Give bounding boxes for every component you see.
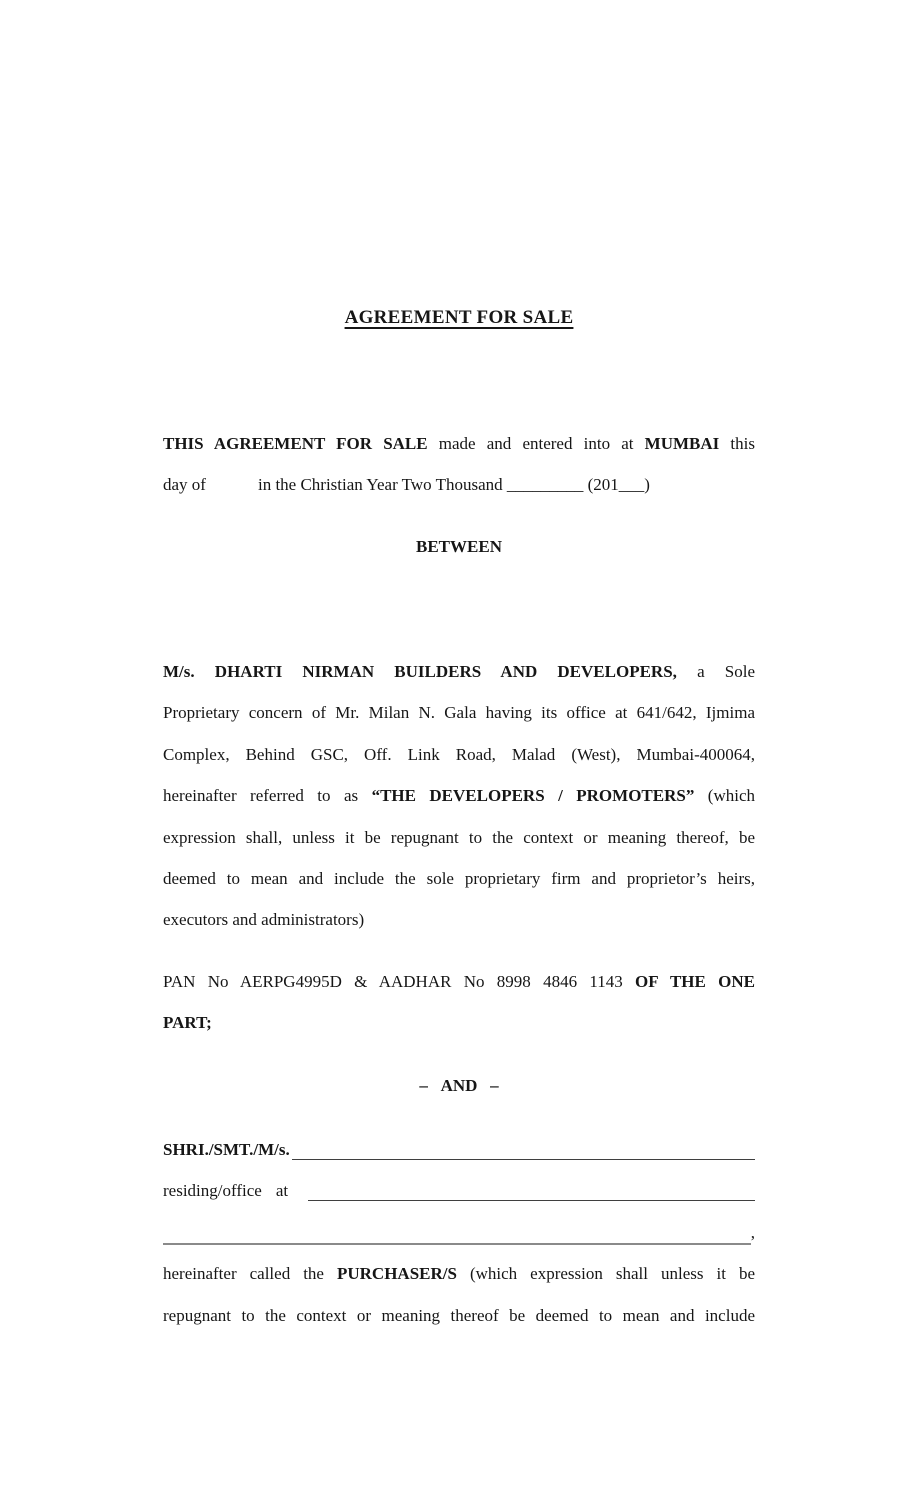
and-separator bbox=[163, 1065, 755, 1106]
text-segment: at bbox=[275, 1181, 289, 1201]
text-segment: (which expression shall unless it be bbox=[456, 1264, 755, 1284]
purchaser-party-paragraph bbox=[163, 1129, 755, 1336]
text-segment: this bbox=[719, 434, 755, 453]
text-line bbox=[163, 692, 755, 733]
text-segment: hereinafter called the bbox=[163, 1264, 337, 1284]
text-segment: PURCHASER/S bbox=[336, 1264, 457, 1284]
text-segment: residing/office bbox=[163, 1181, 262, 1201]
text-segment: deemed to mean and include the sole proprietary firm and proprietor’s heirs, bbox=[163, 868, 755, 888]
text-segment: hereinafter referred to as bbox=[163, 786, 372, 806]
text-segment: PART; bbox=[163, 1013, 212, 1033]
text-segment: M/s. DHARTI NIRMAN BUILDERS AND DEVELOPERS, bbox=[163, 662, 677, 681]
text-segment: executors and administrators) bbox=[163, 910, 365, 930]
opening-paragraph bbox=[163, 423, 755, 506]
text-segment: “THE DEVELOPERS / PROMOTERS” bbox=[371, 786, 695, 806]
text-line bbox=[163, 899, 755, 940]
text-line bbox=[163, 961, 755, 1002]
blank-gap bbox=[206, 464, 258, 465]
blank-underline bbox=[308, 1170, 755, 1201]
document-title-text: AGREEMENT FOR SALE bbox=[344, 307, 574, 328]
text-line bbox=[163, 858, 755, 899]
text-segment: Proprietary concern of Mr. Milan N. Gala having its office at 641/642, Ijmima bbox=[163, 703, 755, 723]
blank-underline bbox=[163, 1212, 751, 1245]
text-segment: THIS AGREEMENT FOR SALE bbox=[163, 434, 428, 453]
text-line bbox=[163, 817, 755, 858]
text-segment: made and entered into at bbox=[427, 434, 645, 453]
text-line bbox=[163, 464, 755, 505]
text-line bbox=[163, 1253, 755, 1294]
text-line bbox=[163, 1129, 755, 1170]
text-segment: MUMBAI bbox=[644, 434, 720, 453]
document-title bbox=[163, 303, 755, 333]
text-segment: OF THE ONE bbox=[635, 972, 755, 991]
text-line bbox=[163, 734, 755, 775]
text-line bbox=[163, 1002, 755, 1043]
blank-gap bbox=[262, 1170, 276, 1171]
text-segment: BETWEEN bbox=[416, 537, 502, 556]
text-line bbox=[163, 1295, 755, 1336]
text-segment: , bbox=[750, 1222, 755, 1242]
text-line bbox=[163, 1212, 755, 1253]
text-segment: day of bbox=[163, 475, 206, 495]
pan-aadhar-paragraph bbox=[163, 961, 755, 1044]
text-line bbox=[163, 775, 755, 816]
text-segment: a Sole bbox=[676, 662, 755, 681]
between-heading bbox=[163, 526, 755, 567]
text-segment: repugnant to the context or meaning thereof be deemed to mean and include bbox=[163, 1305, 755, 1325]
blank-gap bbox=[288, 1170, 306, 1171]
developer-party-paragraph bbox=[163, 651, 755, 941]
text-segment: Complex, Behind GSC, Off. Link Road, Malad (West), Mumbai-400064, bbox=[163, 744, 755, 764]
text-line bbox=[163, 651, 755, 692]
text-line bbox=[163, 526, 755, 567]
text-segment: – AND – bbox=[419, 1076, 499, 1095]
text-segment: (which bbox=[694, 786, 755, 806]
text-line bbox=[163, 1170, 755, 1211]
text-line bbox=[163, 423, 755, 464]
text-segment: in the Christian Year Two Thousand _________ (201___) bbox=[257, 475, 650, 495]
text-segment: PAN No AERPG4995D & AADHAR No 8998 4846 1143 bbox=[163, 972, 636, 991]
text-line bbox=[163, 1065, 755, 1106]
text-segment: SHRI./SMT./M/s. bbox=[163, 1140, 290, 1159]
text-segment: expression shall, unless it be repugnant to the context or meaning thereof, be bbox=[163, 827, 755, 847]
blank-underline bbox=[292, 1129, 755, 1160]
